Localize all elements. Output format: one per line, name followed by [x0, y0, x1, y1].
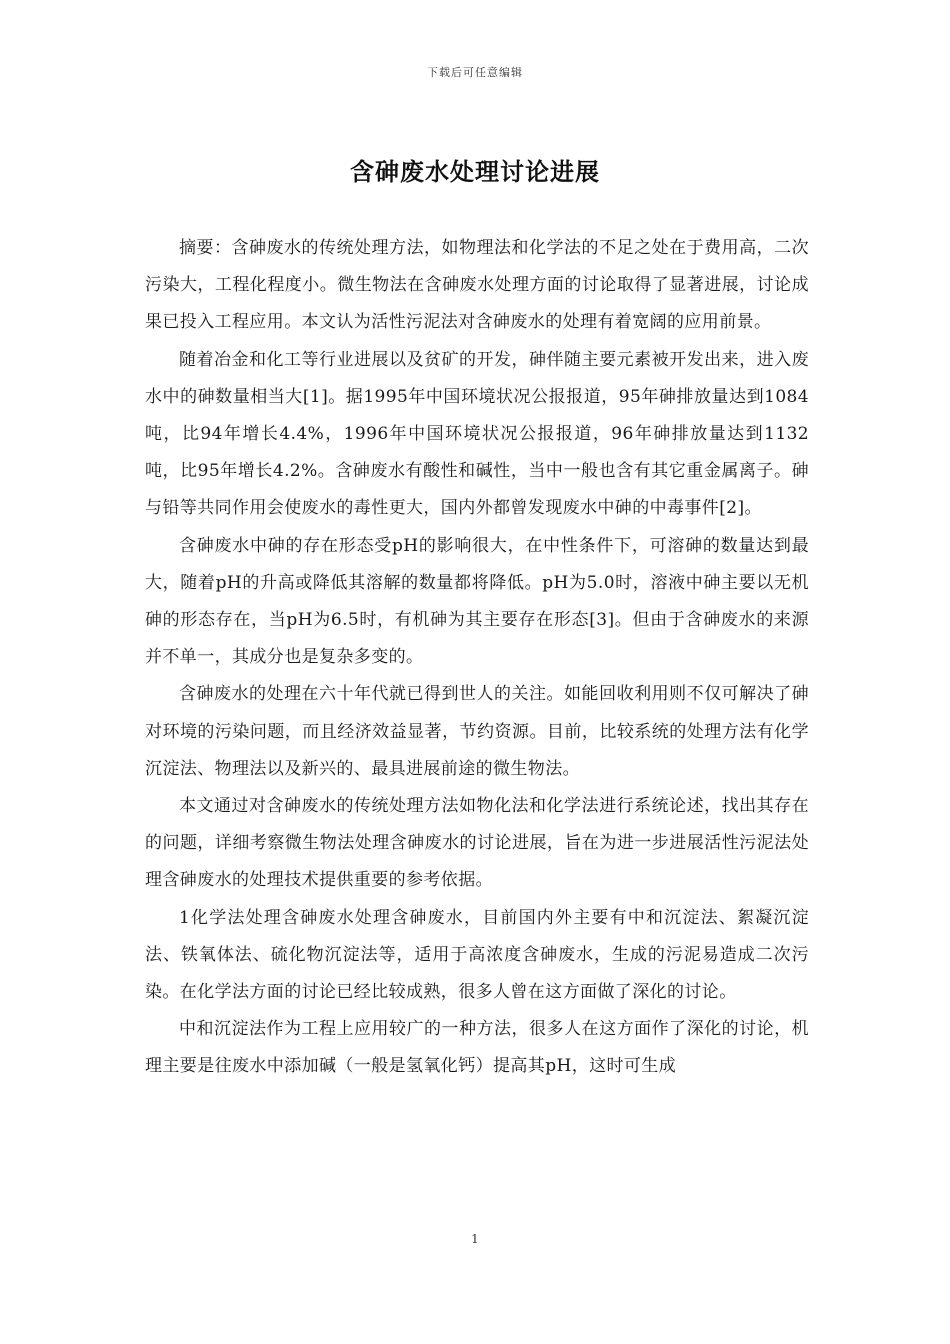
paragraph: 含砷废水的处理在六十年代就已得到世人的关注。如能回收利用则不仅可解决了砷对环境的污染问题，而且经济效益显著，节约资源。目前，比较系统的处理方法有化学沉淀法、物理法以及新兴的、最具进展前途的微生物法。: [145, 684, 809, 779]
paragraph: 随着冶金和化工等行业进展以及贫矿的开发，砷伴随主要元素被开发出来，进入废水中的砷数量相当大[1]。据1995年中国环境状况公报报道，95年砷排放量达到1084吨，比94年增长4.4%，1996年中国环境状况公报报道，96年砷排放量达到1132吨，比95年增长4.2%。含砷废水有酸性和碱性，当中一般也含有其它重金属离子。砷与铅等共同作用会使废水的毒性更大，国内外都曾发现废水中砷的中毒事件[2]。: [145, 349, 809, 519]
paragraph-abstract: 摘要：含砷废水的传统处理方法，如物理法和化学法的不足之处在于费用高，二次污染大，工程化程度小。微生物法在含砷废水处理方面的讨论取得了显著进展，讨论成果已投入工程应用。本文认为活性污泥法对含砷废水的处理有着宽阔的应用前景。: [145, 238, 809, 333]
page-header-note: 下载后可任意编辑: [427, 66, 523, 79]
document-body: [145, 230, 809, 1086]
paragraph: 中和沉淀法作为工程上应用较广的一种方法，很多人在这方面作了深化的讨论，机理主要是往废水中添加碱（一般是氢氧化钙）提高其pH，这时可生成: [145, 1019, 809, 1077]
paragraph: 本文通过对含砷废水的传统处理方法如物化法和化学法进行系统论述，找出其存在的问题，详细考察微生物法处理含砷废水的讨论进展，旨在为进一步进展活性污泥法处理含砷废水的处理技术提供重要的参考依据。: [145, 796, 809, 891]
document-title: 含砷废水处理讨论进展: [350, 157, 600, 186]
paragraph: 1化学法处理含砷废水处理含砷废水，目前国内外主要有中和沉淀法、絮凝沉淀法、铁氧体法、硫化物沉淀法等，适用于高浓度含砷废水，生成的污泥易造成二次污染。在化学法方面的讨论已经比较成熟，很多人曾在这方面做了深化的讨论。: [145, 907, 809, 1003]
page-number: 1: [471, 1232, 479, 1246]
paragraph: 含砷废水中砷的存在形态受pH的影响很大，在中性条件下，可溶砷的数量达到最大，随着pH的升高或降低其溶解的数量都将降低。pH为5.0时，溶液中砷主要以无机砷的形态存在，当pH为6.5时，有机砷为其主要存在形态[3]。但由于含砷废水的来源并不单一，其成分也是复杂多变的。: [145, 535, 809, 668]
